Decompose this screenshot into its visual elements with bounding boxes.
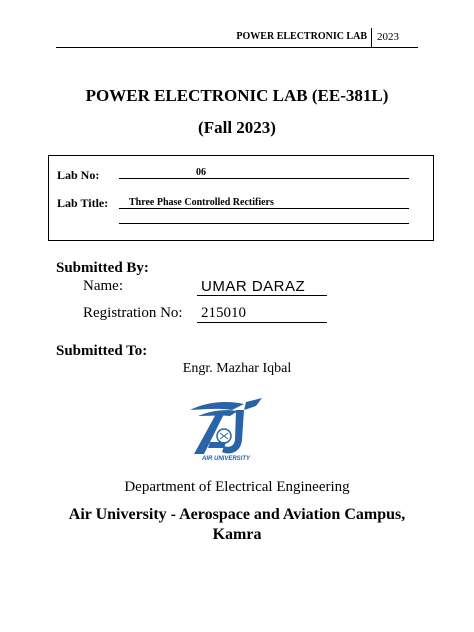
lab-info-box [48,155,434,241]
semester: (Fall 2023) [198,118,276,137]
name-value: UMAR DARAZ [201,278,306,295]
campus: Air University - Aerospace and Aviation Campus, [68,506,406,523]
submitted-to-heading: Submitted To: [56,343,148,359]
submitted-by-heading: Submitted By: [56,260,149,276]
city: Kamra [212,526,262,543]
header-separator [371,28,372,47]
registration-underline [197,322,327,323]
running-header-year: 2023 [377,31,399,43]
name-label: Name: [83,278,123,294]
page-title: POWER ELECTRONIC LAB (EE-381L) [85,86,389,105]
lab-no-value: 06 [196,167,206,178]
teacher-name: Engr. Mazhar Iqbal [182,361,292,376]
air-university-logo-icon [186,396,266,464]
logo-text: AIR UNIVERSITY [201,456,250,462]
registration-label: Registration No: [83,305,183,321]
lab-title-value: Three Phase Controlled Rectifiers [129,197,274,208]
lab-title-underline [119,208,409,209]
header-rule [56,47,418,48]
lab-title-label: Lab Title: [57,196,109,210]
lab-no-label: Lab No: [57,168,100,182]
name-underline [197,295,327,296]
running-header-title: POWER ELECTRONIC LAB [236,31,367,42]
lab-title-underline-2 [119,223,409,224]
lab-no-underline [119,178,409,179]
registration-value: 215010 [201,305,246,321]
department: Department of Electrical Engineering [124,479,350,495]
